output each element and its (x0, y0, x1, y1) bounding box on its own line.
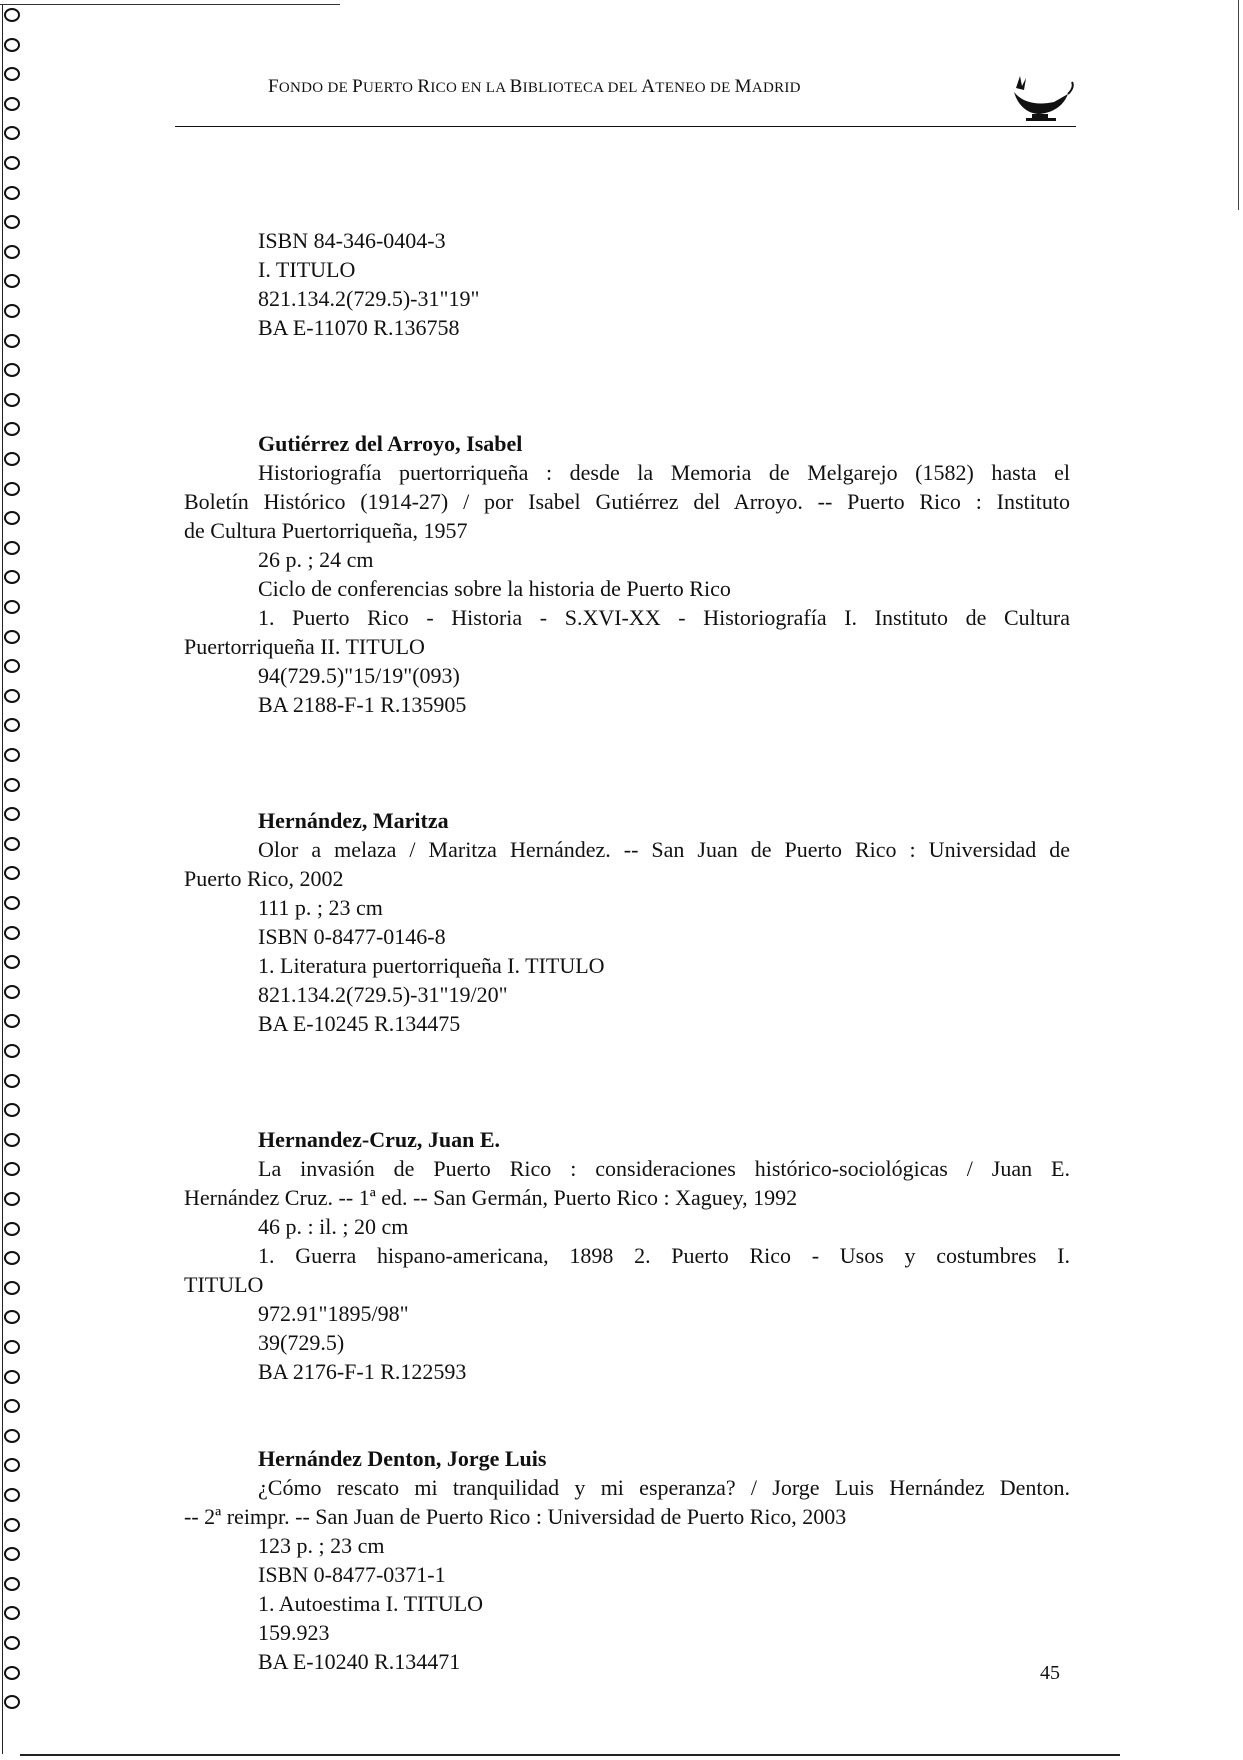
binder-ring (4, 452, 20, 466)
running-header (268, 76, 801, 98)
entry-line: BA E-10245 R.134475 (258, 1011, 461, 1036)
binder-ring (4, 630, 20, 644)
binder-ring (4, 1133, 20, 1147)
header-smallcaps: ADRID (751, 80, 801, 96)
binder-ring (4, 482, 20, 496)
binder-ring (4, 1281, 20, 1295)
binder-ring (4, 866, 20, 880)
entry-line: 39(729.5) (258, 1330, 345, 1355)
binder-ring (4, 807, 20, 821)
binder-ring (4, 1488, 20, 1502)
entry-line: 111 p. ; 23 cm (258, 895, 383, 920)
binder-ring (4, 1547, 20, 1561)
binder-ring (4, 422, 20, 436)
header-letter: F (268, 76, 279, 97)
binder-ring (4, 778, 20, 792)
entry-line: 1. Literatura puertorriqueña I. TITULO (258, 953, 605, 978)
entry-line: La invasión de Puerto Rico : consideraciones histórico-sociológicas / Juan E. (258, 1156, 1070, 1181)
binder-ring (4, 186, 20, 200)
entry-spacer (184, 1038, 1070, 1125)
entry-spacer (184, 342, 1070, 429)
header-letter: P (352, 76, 363, 97)
binder-ring (4, 718, 20, 732)
binder-ring (4, 1310, 20, 1324)
binder-ring (4, 274, 20, 288)
entry-line: TITULO (184, 1272, 264, 1297)
entry-author: Gutiérrez del Arroyo, Isabel (258, 431, 523, 456)
entry-line: 123 p. ; 23 cm (258, 1533, 385, 1558)
header-smallcaps: ICO EN LA (430, 80, 510, 96)
binder-ring (4, 1636, 20, 1650)
binder-ring (4, 1162, 20, 1176)
binder-ring (4, 926, 20, 940)
binder-ring (4, 156, 20, 170)
binder-ring (4, 837, 20, 851)
binder-ring (4, 126, 20, 140)
binder-ring (4, 1103, 20, 1117)
spine-line (2, 4, 3, 1754)
entry-line: 1. Puerto Rico - Historia - S.XVI-XX - Historiografía I. Instituto de Cultura (258, 605, 1070, 630)
entry-author: Hernández Denton, Jorge Luis (258, 1446, 547, 1471)
binder-ring (4, 1666, 20, 1680)
binder-ring (4, 570, 20, 584)
entry-line: 1. Autoestima I. TITULO (258, 1591, 484, 1616)
binder-ring (4, 659, 20, 673)
entry-line: Historiografía puertorriqueña : desde la Memoria de Melgarejo (1582) hasta el (258, 460, 1070, 485)
entry-line: 26 p. ; 24 cm (258, 547, 374, 572)
entry-line: 821.134.2(729.5)-31"19" (258, 286, 480, 311)
entry-line: I. TITULO (258, 257, 356, 282)
binder-ring (4, 1251, 20, 1265)
binder-ring (4, 1014, 20, 1028)
entry-line: ISBN 0-8477-0146-8 (258, 924, 446, 949)
binder-ring (4, 1370, 20, 1384)
entry-line: 1. Guerra hispano-americana, 1898 2. Puerto Rico - Usos y costumbres I. (258, 1243, 1070, 1268)
binder-ring (4, 67, 20, 81)
page-number: 45 (1040, 1662, 1060, 1684)
binder-ring (4, 215, 20, 229)
header-letter: M (734, 76, 752, 97)
binder-ring (4, 1695, 20, 1709)
header-letter: A (641, 76, 656, 97)
binder-ring (4, 8, 20, 22)
entry-author: Hernandez-Cruz, Juan E. (258, 1127, 500, 1152)
entry-spacer (184, 1386, 1070, 1444)
entry-line: BA E-10240 R.134471 (258, 1649, 461, 1674)
entry-line: ISBN 84-346-0404-3 (258, 228, 446, 253)
right-edge-rule (1238, 0, 1239, 210)
binder-ring (4, 511, 20, 525)
binder-ring (4, 985, 20, 999)
binder-ring (4, 1044, 20, 1058)
binder-ring (4, 896, 20, 910)
entry-line: de Cultura Puertorriqueña, 1957 (184, 518, 468, 543)
binder-ring (4, 38, 20, 52)
entry-line: ISBN 0-8477-0371-1 (258, 1562, 446, 1587)
entry-line: BA 2176-F-1 R.122593 (258, 1359, 467, 1384)
entry-line: -- 2ª reimpr. -- San Juan de Puerto Rico : Universidad de Puerto Rico, 2003 (184, 1504, 847, 1529)
binder-ring (4, 748, 20, 762)
entry-line: Puerto Rico, 2002 (184, 866, 344, 891)
entry-line: 46 p. : il. ; 20 cm (258, 1214, 409, 1239)
binder-ring (4, 1577, 20, 1591)
binder-ring (4, 1074, 20, 1088)
header-smallcaps: IBLIOTECA DEL (522, 80, 642, 96)
binder-ring (4, 363, 20, 377)
entry-line: BA E-11070 R.136758 (258, 315, 460, 340)
catalog-page-body (184, 226, 1070, 1676)
top-edge-rule (0, 4, 340, 5)
binder-ring (4, 541, 20, 555)
entry-line: Olor a melaza / Maritza Hernández. -- San Juan de Puerto Rico : Universidad de (258, 837, 1070, 862)
entry-line: 159.923 (258, 1620, 330, 1645)
entry-line: 972.91"1895/98" (258, 1301, 409, 1326)
binder-ring (4, 1222, 20, 1236)
entry-line: 821.134.2(729.5)-31"19/20" (258, 982, 508, 1007)
oil-lamp-emblem-icon (1010, 72, 1076, 122)
binder-ring (4, 1192, 20, 1206)
binder-ring (4, 1399, 20, 1413)
binder-ring (4, 334, 20, 348)
entry-spacer (184, 719, 1070, 806)
entry-line: Puertorriqueña II. TITULO (184, 634, 425, 659)
binding-spine (0, 0, 22, 1760)
header-letter: B (509, 76, 523, 97)
binder-ring (4, 1458, 20, 1472)
header-smallcaps: TENEO DE (655, 80, 735, 96)
binder-ring (4, 1340, 20, 1354)
header-letter: R (417, 76, 431, 97)
header-smallcaps: ONDO DE (278, 80, 353, 96)
header-rule (175, 126, 1076, 127)
binder-ring (4, 97, 20, 111)
binder-ring (4, 1518, 20, 1532)
binder-ring (4, 689, 20, 703)
entry-author: Hernández, Maritza (258, 808, 449, 833)
entry-line: Boletín Histórico (1914-27) / por Isabel Gutiérrez del Arroyo. -- Puerto Rico : Instituto (184, 489, 1070, 514)
entry-line: Ciclo de conferencias sobre la historia de Puerto Rico (258, 576, 731, 601)
header-smallcaps: UERTO (362, 80, 418, 96)
binder-ring (4, 1606, 20, 1620)
entry-line: Hernández Cruz. -- 1ª ed. -- San Germán, Puerto Rico : Xaguey, 1992 (184, 1185, 798, 1210)
entry-line: ¿Cómo rescato mi tranquilidad y mi esperanza? / Jorge Luis Hernández Denton. (258, 1475, 1070, 1500)
binder-ring (4, 1429, 20, 1443)
bottom-edge-rule (20, 1754, 1120, 1756)
binder-ring (4, 304, 20, 318)
binder-ring (4, 600, 20, 614)
binder-ring (4, 393, 20, 407)
entry-line: 94(729.5)"15/19"(093) (258, 663, 460, 688)
entry-line: BA 2188-F-1 R.135905 (258, 692, 467, 717)
binder-ring (4, 245, 20, 259)
binder-ring (4, 955, 20, 969)
